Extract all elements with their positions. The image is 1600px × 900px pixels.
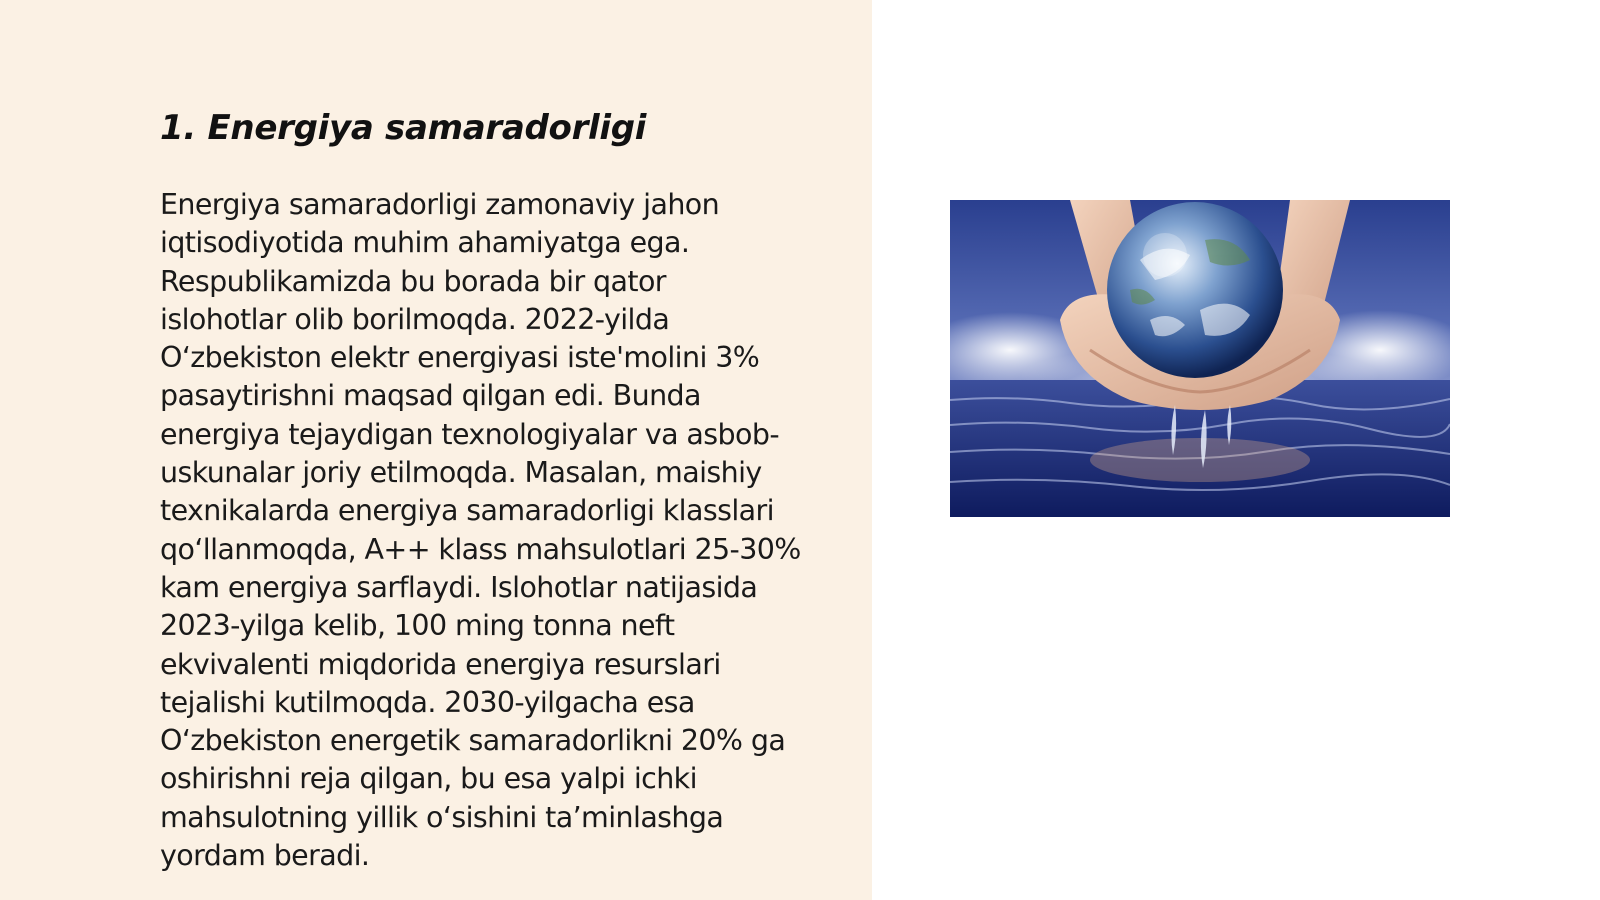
earth-in-hands-image	[950, 200, 1450, 517]
paragraph-line: O‘zbekiston energetik samaradorlikni 20% ga	[160, 724, 786, 758]
paragraph-line: iqtisodiyotida muhim ahamiyatga ega.	[160, 226, 690, 260]
paragraph-line: Respublikamizda bu borada bir qator	[160, 264, 666, 298]
paragraph-line: uskunalar joriy etilmoqda. Masalan, maishiy	[160, 456, 762, 490]
paragraph-line: 2023-yilga kelib, 100 ming tonna neft	[160, 609, 675, 643]
paragraph-line: islohotlar olib borilmoqda. 2022-yilda	[160, 302, 670, 336]
paragraph-line: pasaytirishni maqsad qilgan edi. Bunda	[160, 379, 701, 413]
paragraph-line: oshirishni reja qilgan, bu esa yalpi ichki	[160, 762, 697, 796]
paragraph-line: Energiya samaradorligi zamonaviy jahon	[160, 188, 720, 221]
paragraph-line: O‘zbekiston elektr energiyasi iste'molini 3%	[160, 341, 760, 375]
paragraph-line: energiya tejaydigan texnologiyalar va asbob-	[160, 417, 780, 451]
paragraph-line: kam energiya sarflaydi. Islohotlar natijasida	[160, 570, 758, 604]
slide-title: 1. Energiya samaradorligi	[160, 108, 647, 148]
body-paragraph	[160, 186, 850, 875]
paragraph-line: ekvivalenti miqdorida energiya resurslari	[160, 647, 721, 681]
paragraph-line: tejalishi kutilmoqda. 2030-yilgacha esa	[160, 685, 695, 719]
paragraph-line: qo‘llanmoqda, A++ klass mahsulotlari 25-30%	[160, 532, 801, 566]
paragraph-line: texnikalarda energiya samaradorligi klasslari	[160, 494, 774, 528]
paragraph-line: mahsulotning yillik o‘sishini ta’minlashga	[160, 800, 724, 834]
paragraph-line: yordam beradi.	[160, 839, 370, 873]
